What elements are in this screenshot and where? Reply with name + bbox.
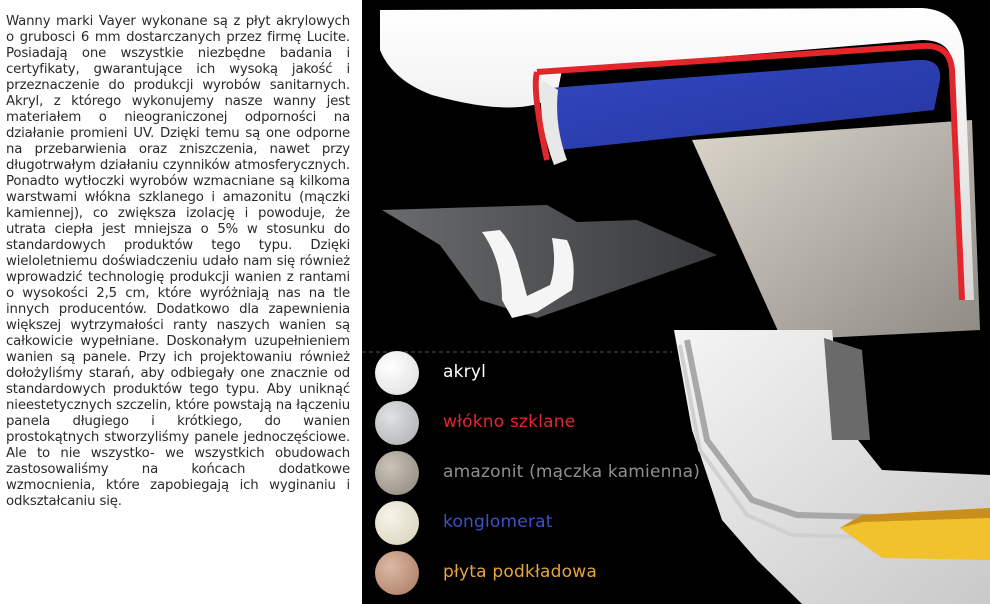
legend-label: akryl [443,362,487,382]
legend-label: płyta podkładowa [443,562,597,582]
legend-item-stone-powder [375,448,715,498]
legend-item-base-plate [375,548,715,598]
legend-label: włókno szklane [443,412,576,432]
material-legend [375,348,715,598]
legend-item-acrylic [375,348,715,398]
legend-item-conglomerate [375,498,715,548]
description-paragraph: Wanny marki Vayer wykonane są z płyt akrylowych o grubosci 6 mm dostarczanych przez firmę Lucite. Posiadają one wszystkie niezbędne badania i certyfikaty, gwarantujące ich wysoką jakość i przeznaczenie do produkcji wyrobów sanitarnych. Akryl, z którego wykonujemy nasze wanny jest materiałem o nieograniczonej odporności na działanie promieni UV. Dzięki temu są one odporne na przebarwienia oraz zniszczenia, nawet przy długotrwałym działaniu czynników atmosferycznych. Ponadto wytłoczki wyrobów wzmacniane są kilkoma warstwami włókna szklanego i amazonitu (mączki kamiennej), co zwiększa izolację i powoduje, że utrata ciepła jest mniejsza o 5% w stosunku do standardowych produktów tego typu. Dzięki wieloletniemu doświadczeniu udało nam się również wprowadzić technologię produkcji wanien z rantami o wysokości 2,5 cm, które wyróżniają nas na tle innych producentów. Dodatkowo dla zapewnienia większej wytrzymałości ranty naszych wanien są całkowicie wypełniane. Doskonałym uzupełnieniem wanien są panele. Przy ich projektowaniu również dołożyliśmy starań, aby odbiegały one znacznie od standardowych produktów tego typu. Aby uniknąć nieestetycznych szczelin, które powstają na łączeniu panela długiego i krótkiego, do wanien prostokątnych stworzyliśmy panele jednoczęściowe. Ale to nie wszystko- we wszystkich obudowach zastosowaliśmy na końcach dodatkowe wzmocnienia, które zapobiegają ich wyginaniu i odkształcaniu się. [6,14,350,509]
legend-item-fiberglass [375,398,715,448]
base-plate-swatch-icon [375,551,419,595]
conglomerate-swatch-icon [375,501,419,545]
description-column [0,0,362,604]
legend-label: amazonit (mączka kamienna) [443,462,701,482]
upper-panel-layer [692,120,980,340]
fiberglass-swatch-icon [375,401,419,445]
stone-powder-swatch-icon [375,451,419,495]
acrylic-swatch-icon [375,351,419,395]
legend-label: konglomerat [443,512,553,532]
